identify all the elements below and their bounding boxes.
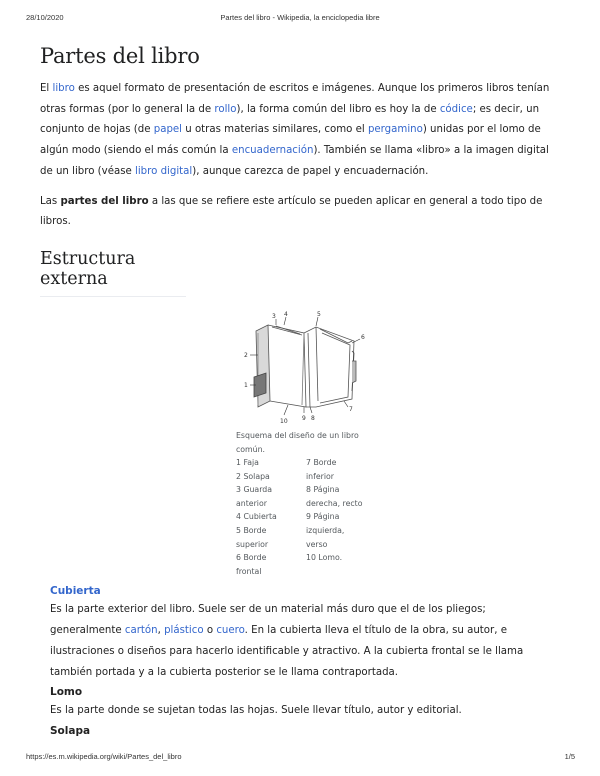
- intro-text: es aquel formato de presentación de escritos e imágenes. Aunque los primeros libros tenían otras formas (por lo general la de: [40, 83, 550, 115]
- link-pergamino[interactable]: pergamino: [367, 124, 423, 136]
- diagram-number: 5: [317, 310, 321, 318]
- diagram-number: 7: [349, 405, 353, 413]
- term-solapa: Solapa: [50, 724, 91, 737]
- scope-text: Las: [40, 195, 61, 207]
- figure-caption: Esquema del diseño de un libro común.: [236, 430, 359, 454]
- print-date: 28/10/2020: [26, 13, 64, 22]
- intro-paragraph: [40, 79, 558, 183]
- diagram-number: 8: [311, 414, 315, 422]
- legend-column-left: [236, 456, 306, 578]
- page-title: Partes del libro: [40, 44, 200, 68]
- legend-line: 10 Lomo.: [306, 553, 343, 563]
- legend-line: 4 Cubierta: [236, 512, 277, 522]
- definition-text: Es la parte exterior del libro. Suele ser de un material más duro que el de los pliegos; generalmente: [50, 604, 486, 637]
- legend-line: 3 Guarda: [236, 485, 272, 495]
- link-carton[interactable]: cartón: [124, 625, 158, 637]
- section-title: Estructura externa: [40, 249, 186, 297]
- legend-column-right: [306, 456, 376, 578]
- legend-line: frontal: [236, 566, 262, 576]
- link-papel[interactable]: papel: [153, 124, 183, 136]
- link-rollo[interactable]: rollo: [214, 103, 237, 115]
- legend-line: 2 Solapa: [236, 471, 270, 481]
- book-diagram[interactable]: [236, 311, 376, 427]
- link-libro-digital[interactable]: libro digital: [135, 165, 193, 177]
- term-lomo: Lomo: [50, 686, 83, 699]
- legend-line: verso: [306, 539, 328, 549]
- page-number: 1/5: [564, 752, 575, 761]
- scope-text: a las que se refiere este artículo se pueden aplicar en general a todo tipo de libros.: [40, 195, 543, 228]
- scope-paragraph: [40, 192, 558, 233]
- scope-bold: partes del libro: [60, 195, 149, 207]
- intro-text: ). También se llama «libro» a la imagen digital de un libro (véase: [40, 145, 549, 177]
- definition-list: [50, 582, 558, 740]
- definition-lomo: Es la parte donde se sujetan todas las hojas. Suele llevar título, autor y editorial.: [50, 705, 462, 717]
- intro-text: u otras materias similares, como el: [182, 124, 368, 136]
- link-libro[interactable]: libro: [52, 83, 75, 94]
- intro-text: El: [40, 83, 53, 94]
- print-title: Partes del libro - Wikipedia, la enciclopedia libre: [220, 13, 380, 22]
- definition-text: o: [203, 625, 217, 637]
- legend-line: 7 Borde: [306, 458, 337, 468]
- link-plastico[interactable]: plástico: [164, 625, 204, 637]
- diagram-number: 9: [302, 414, 306, 422]
- legend-line: superior: [236, 539, 269, 549]
- legend-line: inferior: [306, 471, 334, 481]
- link-codice[interactable]: códice: [439, 103, 473, 115]
- book-diagram-figure: [236, 311, 376, 579]
- print-url: https://es.m.wikipedia.org/wiki/Partes_del_libro: [26, 752, 182, 761]
- link-cuero[interactable]: cuero: [216, 625, 245, 637]
- definition-cubierta: [50, 600, 558, 683]
- intro-text: ), la forma común del libro es hoy la de: [236, 103, 440, 115]
- article-content: [40, 44, 558, 740]
- definition-text: ,: [157, 625, 165, 637]
- diagram-number: 10: [280, 417, 288, 425]
- legend-line: 9 Página: [306, 512, 340, 522]
- intro-text: ) unidas por el lomo de algún modo (siendo el más común la: [40, 124, 541, 157]
- link-encuadernacion[interactable]: encuadernación: [231, 145, 314, 157]
- diagram-number: 1: [244, 381, 248, 389]
- definition-text: . En la cubierta lleva el título de la obra, su autor, e ilustraciones o diseños para hacerlo identificable y atractivo. A la cubierta frontal se le llama también portada y a la cubierta posterior se le llama contraportada.: [50, 625, 524, 678]
- intro-text: ; es decir, un conjunto de hojas (de: [40, 103, 540, 136]
- legend-line: izquierda,: [306, 526, 345, 536]
- legend-line: anterior: [236, 498, 267, 508]
- figure-legend: [236, 456, 376, 578]
- diagram-number: 3: [272, 312, 276, 320]
- legend-line: 5 Borde: [236, 526, 267, 536]
- legend-line: 1 Faja: [236, 458, 259, 468]
- term-cubierta[interactable]: Cubierta: [50, 585, 101, 598]
- legend-line: 8 Página: [306, 485, 340, 495]
- legend-line: derecha, recto: [306, 498, 363, 508]
- diagram-number: 2: [244, 351, 248, 359]
- legend-line: 6 Borde: [236, 553, 267, 563]
- diagram-number: 4: [284, 310, 288, 318]
- diagram-number: 6: [361, 333, 365, 341]
- intro-text: ), aunque carezca de papel y encuadernación.: [192, 165, 429, 177]
